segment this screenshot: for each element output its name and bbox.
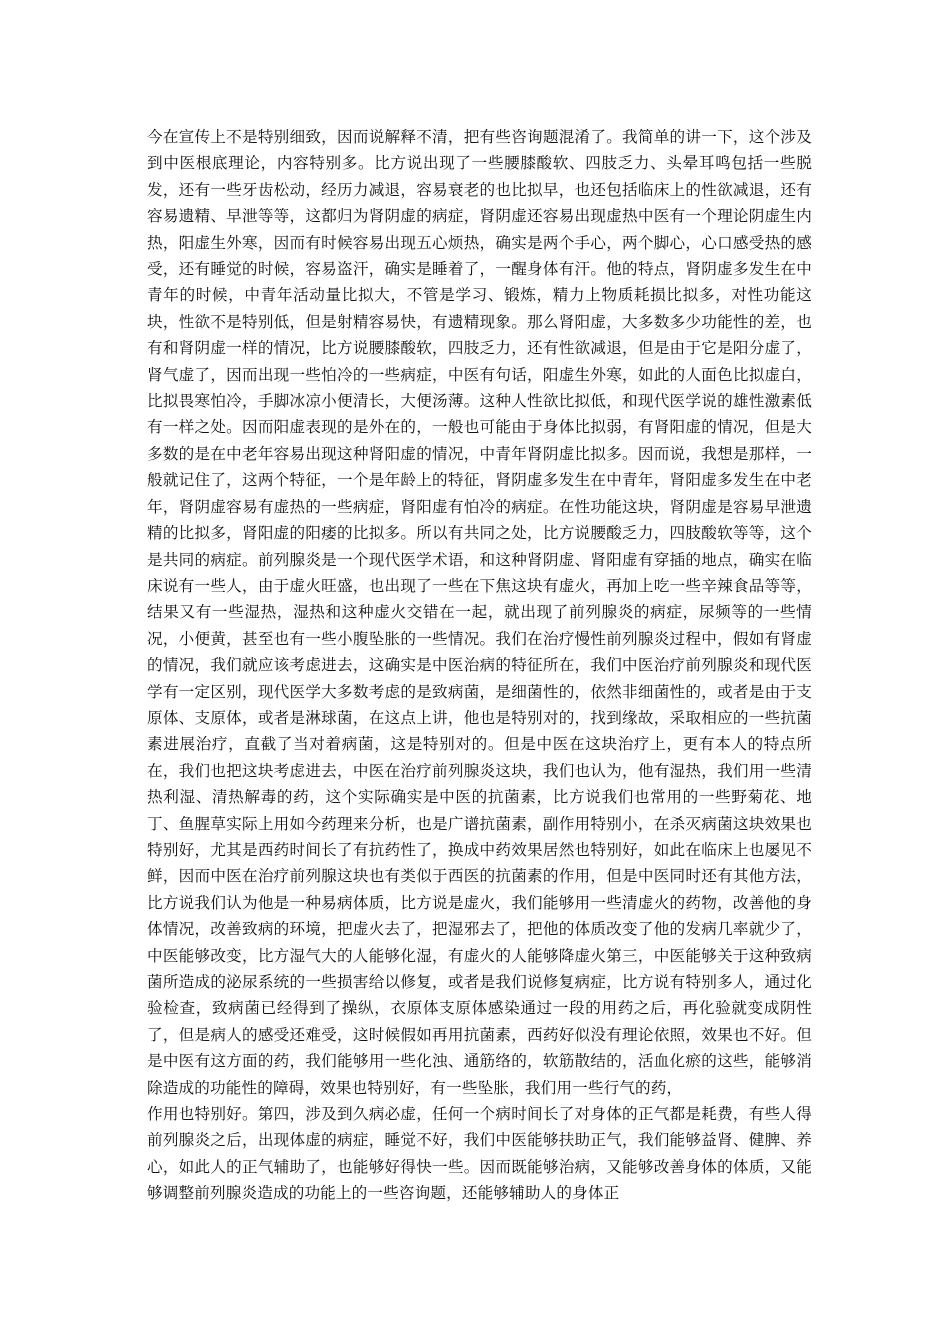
paragraph-1: 今在宣传上不是特别细致，因而说解释不清，把有些咨询题混淆了。我简单的讲一下，这个涉及到中医根底理论，内容特别多。比方说出现了一些腰膝酸软、四肢乏力、头晕耳鸣包括一些脱发，还有一些牙齿松动，经历力减退，容易衰老的也比拟早，也还包括临床上的性欲减退，还有容易遗精、早泄等等，这都归为肾阴虚的病症，肾阴虚还容易出现虚热中医有一个理论阴虚生内热，阳虚生外寒，因而有时候容易出现五心烦热，确实是两个手心，两个脚心，心口感受热的感受，还有睡觉的时候，容易盗汗，确实是睡着了，一醒身体有汗。他的特点，肾阴虚多发生在中青年的时候，中青年活动量比拟大，不管是学习、锻炼，精力上物质耗损比拟多，对性功能这块，性欲不是特别低，但是射精容易快，有遗精现象。那么肾阳虚，大多数多少功能性的差，也有和肾阴虚一样的情况，比方说腰膝酸软，四肢乏力，还有性欲减退，但是由于它是阳分虚了，肾气虚了，因而出现一些怕冷的一些病症，中医有句话，阳虚生外寒，如此的人面色比拟虚白，比拟畏寒怕冷，手脚冰凉小便清长，大便汤薄。这种人性欲比拟低，和现代医学说的雄性激素低有一样之处。因而阳虚表现的是外在的，一般也可能由于身体比拟弱，有肾阳虚的情况，但是大多数的是在中老年容易出现这种肾阳虚的情况，中青年肾阴虚比拟多。因而说，我想是那样，一般就记住了，这两个特征，一个是年龄上的特征，肾阴虚多发生在中青年，肾阳虚多发生在中老年，肾阴虚容易有虚热的一些病症，肾阳虚有怕冷的病症。在性功能这块，肾阴虚是容易早泄遗精的比拟多，肾阳虚的阳痿的比拟多。所以有共同之处，比方说腰酸乏力，四肢酸软等等，这个是共同的病症。前列腺炎是一个现代医学术语，和这种肾阴虚、肾阳虚有穿插的地点，确实在临床说有一些人，由于虚火旺盛，也出现了一些在下焦这块有虚火，再加上吃一些辛辣食品等等，结果又有一些湿热，湿热和这种虚火交错在一起，就出现了前列腺炎的病症，尿频等的一些情况，小便黄，甚至也有一些小腹坠胀的一些情况。我们在治疗慢性前列腺炎过程中，假如有肾虚的情况，我们就应该考虑进去，这确实是中医治病的特征所在，我们中医治疗前列腺炎和现代医学有一定区别，现代医学大多数考虑的是致病菌，是细菌性的，依然非细菌性的，或者是由于支原体、支原体，或者是淋球菌，在这点上讲，他也是特别对的，找到缘故，采取相应的一些抗菌素进展治疗，直截了当对着病菌，这是特别对的。但是中医在这块治疗上，更有本人的特点所在，我们也把这块考虑进去，中医在治疗前列腺炎这块，我们也认为，他有湿热，我们用一些清热利湿、清热解毒的药，这个实际确实是中医的抗菌素，比方说我们也常用的一些野菊花、地丁、鱼腥草实际上用如今药理来分析，也是广谱抗菌素，副作用特别小，在杀灭病菌这块效果也特别好，尤其是西药时间长了有抗药性了，换成中药效果居然也特别好，如此在临床上也屡见不鲜，因而中医在治疗前列腺这块也有类似于西医的抗菌素的作用，但是中医同时还有其他方法，比方说我们认为他是一种易病体质，比方说是虚火，我们能够用一些清虚火的药物，改善他的身体情况，改善致病的环境，把虚火去了，把湿邪去了，把他的体质改变了他的发病几率就少了，中医能够改变，比方湿气大的人能够化湿，有虚火的人能够降虚火第三，中医能够关于这种致病菌所造成的泌尿系统的一些损害给以修复，或者是我们说修复病症，比方说有特别多人，通过化验检查，致病菌已经得到了操纵，衣原体支原体感染通过一段的用药之后，再化验就变成阴性了，但是病人的感受还难受，这时候假如再用抗菌素，西药好似没有理论依照，效果也不好。但是中医有这方面的药，我们能够用一些化浊、通筋络的，软筋散结的，活血化瘀的这些，能够消除造成的功能性的障碍，效果也特别好，有一些坠胀，我们用一些行气的药， [147,128,812,1097]
paragraph-2: 作用也特别好。第四，涉及到久病必虚，任何一个病时间长了对身体的正气都是耗费，有些人得前列腺炎之后，出现体虚的病症，睡觉不好，我们中医能够扶助正气，我们能够益肾、健脾、养心，如此人的正气辅助了，也能够好得快一些。因而既能够治病，又能够改善身体的体质，又能够调整前列腺炎造成的功能上的一些咨询题，还能够辅助人的身体正 [147,1105,812,1203]
document-body [147,124,812,1207]
